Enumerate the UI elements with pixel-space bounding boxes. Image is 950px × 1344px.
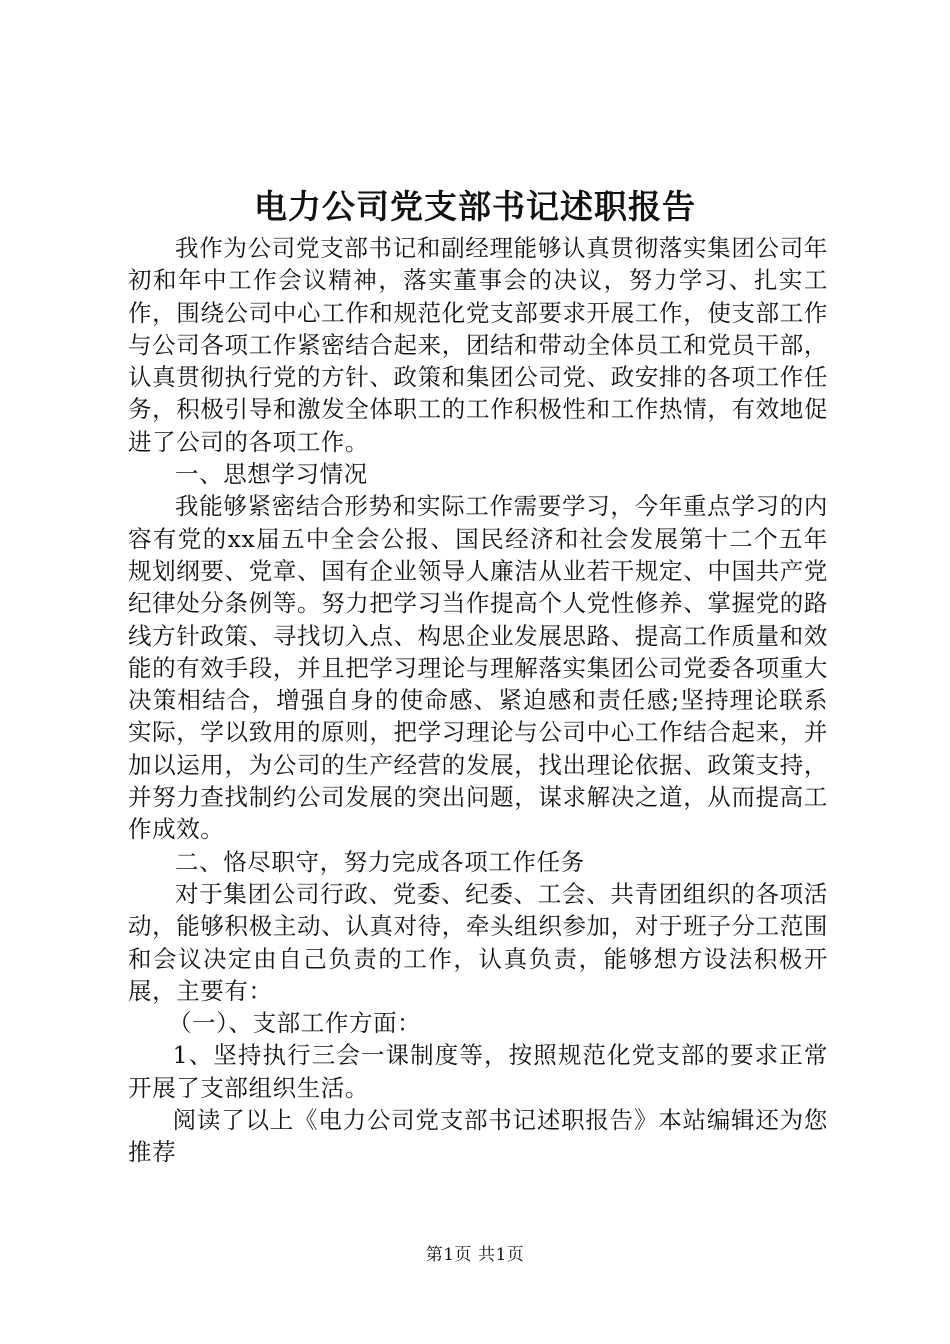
section-heading-duties: 二、恪尽职守，努力完成各项工作任务 [175, 847, 585, 876]
subsection-heading-branch-work: （一）、支部工作方面： [167, 1009, 422, 1038]
branch-work-item-1: 1、坚持执行三会一课制度等，按照规范化党支部的要求正常开展了支部组织生活。 [128, 1041, 828, 1102]
document-body [128, 232, 828, 1169]
recommendation-paragraph: 阅读了以上《电力公司党支部书记述职报告》本站编辑还为您推荐 [128, 1106, 828, 1167]
page-number-footer: 第1页 共1页 [425, 1245, 525, 1265]
intro-paragraph: 我作为公司党支部书记和副经理能够认真贯彻落实集团公司年初和年中工作会议精神，落实董事会的决议，努力学习、扎实工作，围绕公司中心工作和规范化党支部要求开展工作，使支部工作与公司各项工作紧密结合起来，团结和带动全体员工和党员干部，认真贯彻执行党的方针、政策和集团公司党、政安排的各项工作任务，积极引导和激发全体职工的工作积极性和工作热情，有效地促进了公司的各项工作。 [128, 234, 828, 456]
duties-paragraph: 对于集团公司行政、党委、纪委、工会、共青团组织的各项活动，能够积极主动、认真对待，牵头组织参加，对于班子分工范围和会议决定由自己负责的工作，认真负责，能够想方设法积极开展，主要有： [128, 879, 828, 1005]
section-heading-study: 一、思想学习情况 [175, 460, 368, 489]
study-paragraph: 我能够紧密结合形势和实际工作需要学习，今年重点学习的内容有党的xx届五中全会公报、国民经济和社会发展第十二个五年规划纲要、党章、国有企业领导人廉洁从业若干规定、中国共产党纪律处分条例等。努力把学习当作提高个人党性修养、掌握党的路线方针政策、寻找切入点、构思企业发展思路、提高工作质量和效能的有效手段，并且把学习理论与理解落实集团公司党委各项重大决策相结合，增强自身的使命感、紧迫感和责任感;坚持理论联系实际，学以致用的原则，把学习理论与公司中心工作结合起来，并加以运用，为公司的生产经营的发展，找出理论依据、政策支持，并努力查找制约公司发展的突出问题，谋求解决之道，从而提高工作成效。 [128, 492, 828, 844]
document-title: 电力公司党支部书记述职报告 [254, 187, 696, 226]
